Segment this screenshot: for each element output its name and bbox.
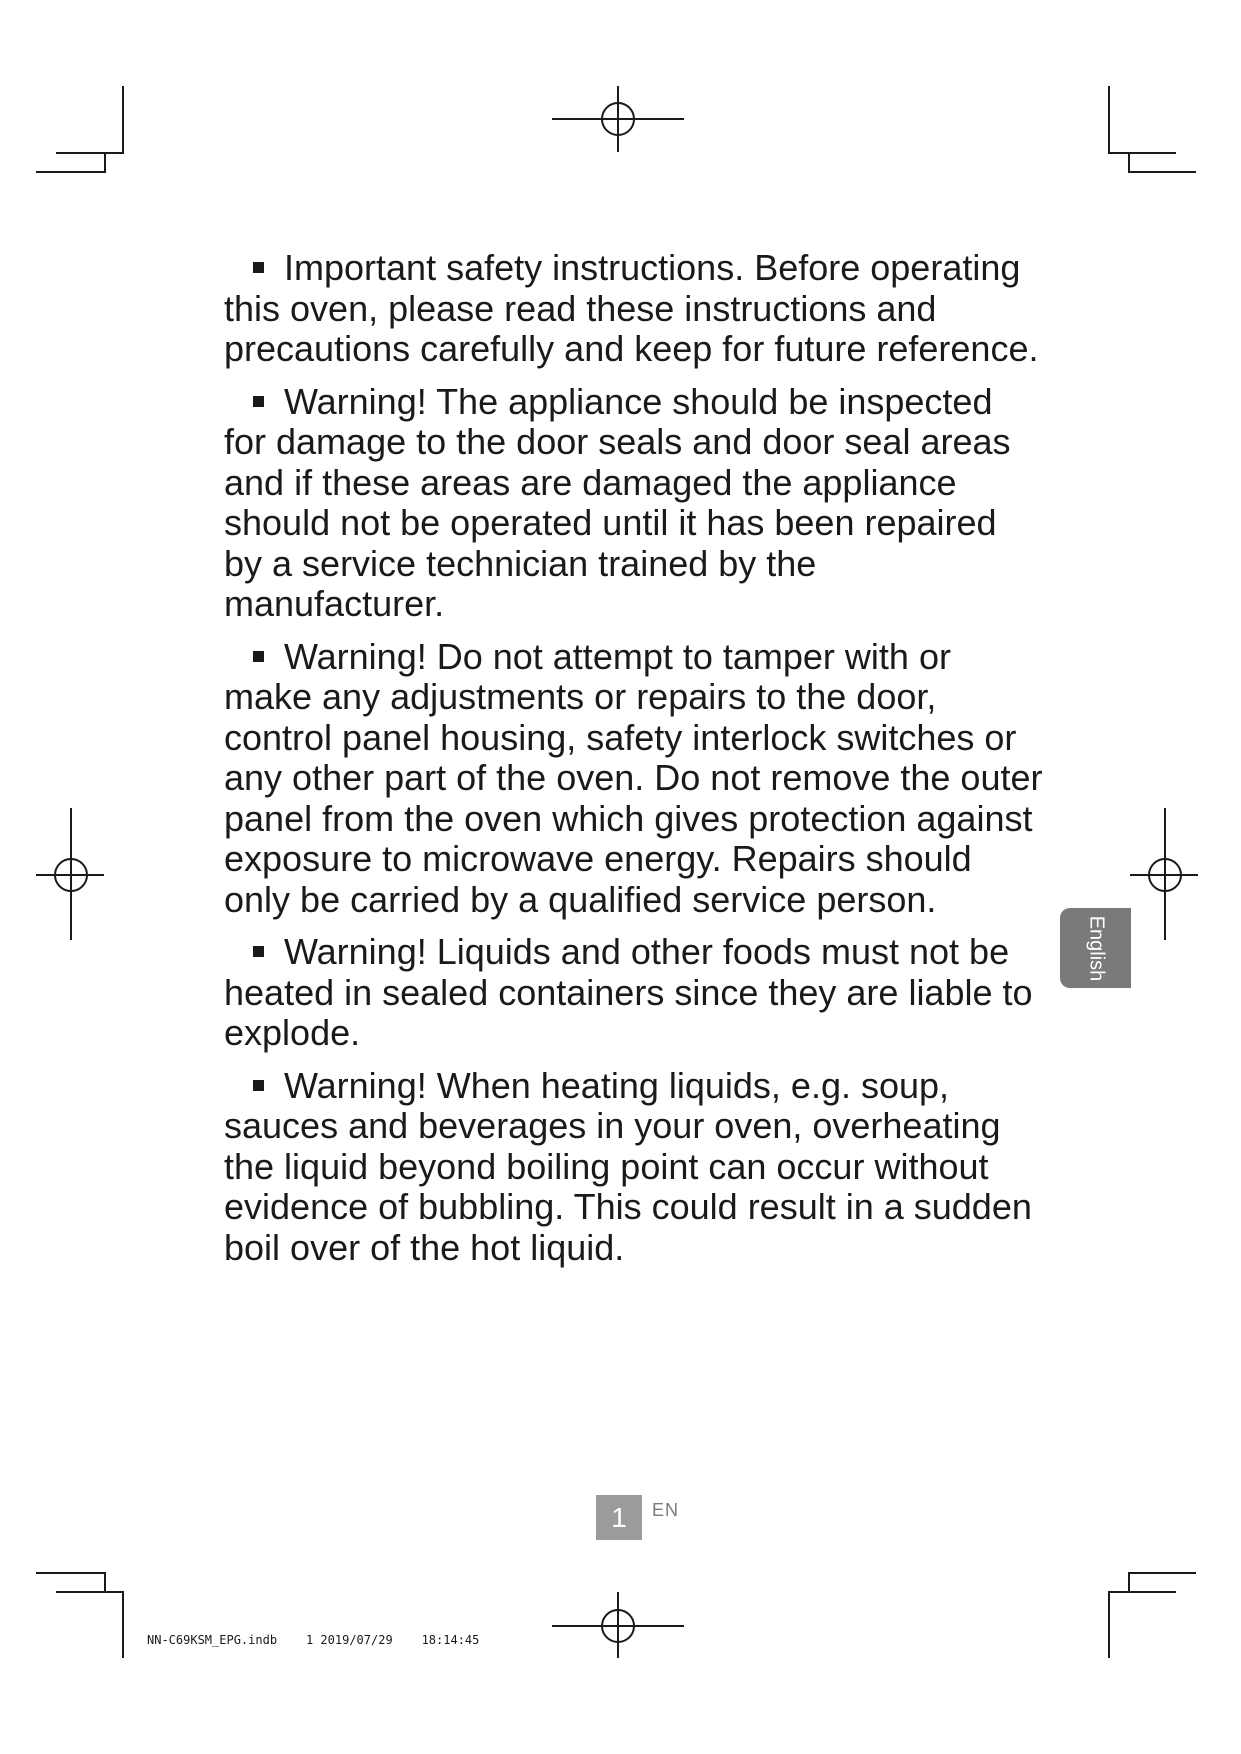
paragraph <box>224 248 1044 370</box>
paragraph-text: Warning! Liquids and other foods must not be heated in sealed containers since they are liable to explode. <box>224 931 1033 1053</box>
paragraph <box>224 932 1044 1054</box>
crop-mark <box>1128 1572 1196 1574</box>
square-bullet-icon <box>253 396 264 407</box>
crop-mark <box>1128 152 1130 172</box>
registration-circle <box>601 102 635 136</box>
crop-mark <box>1108 86 1110 153</box>
page-number: 1 <box>596 1495 642 1540</box>
registration-circle <box>601 1609 635 1643</box>
print-date: 2019/07/29 <box>320 1633 393 1647</box>
language-tab-label: English <box>1084 915 1107 981</box>
paragraph-text: Warning! The appliance should be inspected for damage to the door seals and door seal areas and if these areas are damaged the appliance should not be operated until it has been repaired by a service technician trained by the manufacturer. <box>224 380 1011 624</box>
paragraph-text: Warning! When heating liquids, e.g. soup, sauces and beverages in your oven, overheating the liquid beyond boiling point can occur without evidence of bubbling. This could result in a sudden boil over of the hot liquid. <box>224 1064 1032 1268</box>
print-time: 18:14:45 <box>421 1633 480 1647</box>
paragraph-text: Warning! Do not attempt to tamper with or make any adjustments or repairs to the door, control panel housing, safety interlock switches or any other part of the oven. Do not remove the outer panel from the oven which gives protection against exposure to microwave energy. Repairs should only be carried by a qualified service person. <box>224 635 1043 920</box>
paragraph <box>224 382 1044 625</box>
crop-mark <box>56 152 124 154</box>
crop-mark <box>1108 1591 1110 1658</box>
print-slug <box>147 1633 479 1647</box>
language-tab <box>1060 908 1131 988</box>
paragraph-text: Important safety instructions. Before operating this oven, please read these instructions and precautions carefully and keep for future reference. <box>224 247 1039 369</box>
registration-circle <box>54 858 88 892</box>
registration-circle <box>1148 858 1182 892</box>
square-bullet-icon <box>253 651 264 662</box>
crop-mark <box>1128 171 1196 173</box>
square-bullet-icon <box>253 262 264 273</box>
safety-instructions <box>224 248 1044 1280</box>
crop-mark <box>56 1591 124 1593</box>
crop-mark <box>36 1572 106 1574</box>
crop-mark <box>1128 1572 1130 1592</box>
square-bullet-icon <box>253 946 264 957</box>
square-bullet-icon <box>253 1080 264 1091</box>
crop-mark <box>36 171 106 173</box>
crop-mark <box>104 1572 106 1592</box>
crop-mark <box>1108 1591 1176 1593</box>
paragraph <box>224 637 1044 921</box>
file-page: 1 <box>305 1633 314 1647</box>
crop-mark <box>122 86 124 153</box>
file-name: NN-C69KSM_EPG.indb <box>147 1633 278 1647</box>
crop-mark <box>122 1591 124 1658</box>
crop-mark <box>104 152 106 172</box>
paragraph <box>224 1066 1044 1269</box>
crop-mark <box>1108 152 1176 154</box>
page-language: EN <box>652 1500 680 1520</box>
